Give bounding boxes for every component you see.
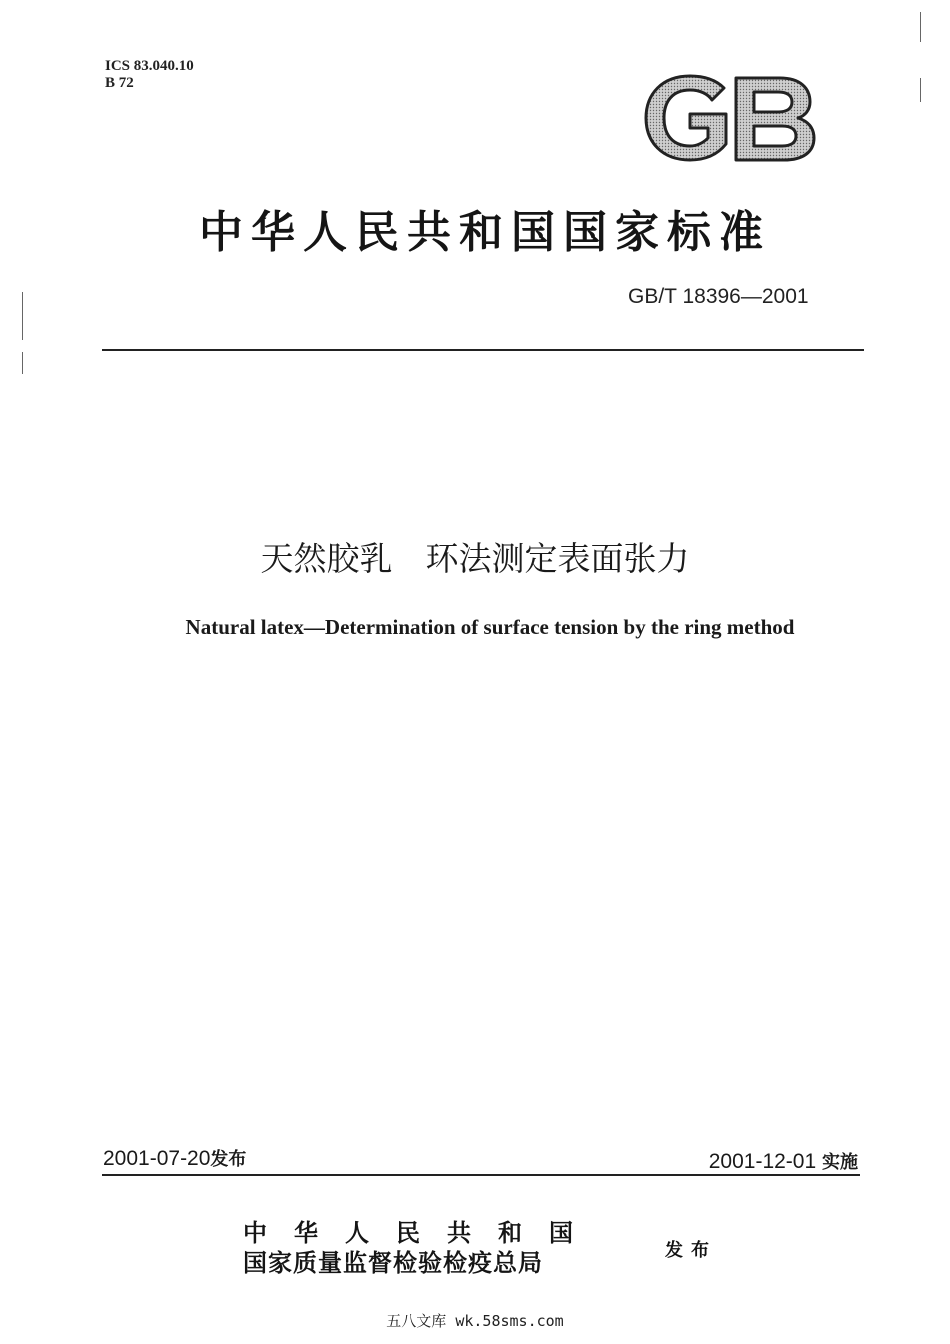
scan-margin-mark — [22, 292, 23, 340]
issuing-authority — [243, 1218, 600, 1278]
gb-logo-mark — [640, 70, 820, 166]
scan-margin-mark — [920, 78, 921, 102]
ics-code: ICS 83.040.10 — [105, 58, 194, 74]
implement-date-label: 实施 — [822, 1152, 858, 1173]
footer-divider — [102, 1174, 860, 1176]
ccs-code: B 72 — [105, 75, 134, 91]
scan-margin-mark — [22, 352, 23, 374]
document-title-en: Natural latex—Determination of surface tension by the ring method — [185, 615, 795, 639]
document-title-cn: 天然胶乳 环法测定表面张力 — [260, 539, 690, 578]
header-divider — [102, 349, 864, 351]
publish-date-label: 发布 — [210, 1149, 247, 1170]
issuer-line-1: 中华人民共和国 — [243, 1219, 600, 1247]
publish-date — [103, 1145, 246, 1171]
publish-date-value: 2001-07-20 — [103, 1147, 211, 1170]
implement-date — [709, 1148, 858, 1174]
standard-number: GB/T 18396—2001 — [628, 285, 809, 308]
classification-codes — [105, 58, 194, 92]
issuer-line-2: 国家质量监督检验检疫总局 — [243, 1249, 543, 1277]
national-standard-title: 中华人民共和国国家标准 — [199, 207, 771, 258]
issue-action: 发布 — [665, 1240, 717, 1261]
gb-logo — [640, 70, 820, 170]
implement-date-value: 2001-12-01 — [708, 1150, 817, 1173]
scan-margin-mark — [920, 12, 921, 42]
watermark-footer: 五八文库 wk.58sms.com — [386, 1312, 564, 1330]
